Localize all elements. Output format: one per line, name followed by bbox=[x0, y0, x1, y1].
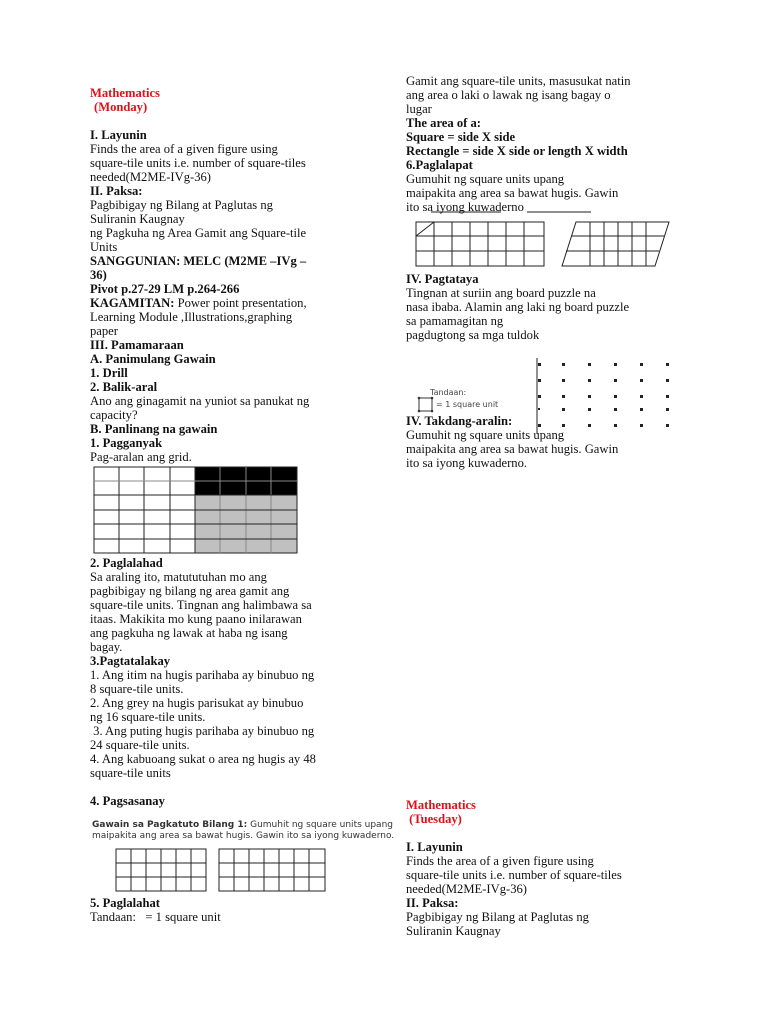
square-formula: Square = side X side bbox=[406, 130, 516, 144]
paksa-line: Pagbibigay ng Bilang at Paglutas ng bbox=[90, 198, 273, 212]
area-grid-figure bbox=[93, 466, 299, 556]
kagamitan-text: Power point presentation, bbox=[174, 296, 307, 310]
paglalahad-text: itaas. Makikita mo kung paano inilarawan bbox=[90, 612, 302, 626]
panlinang-heading: B. Panlinang na gawain bbox=[90, 422, 218, 436]
paksa-line: Units bbox=[90, 240, 118, 254]
takdang-text: Gumuhit ng square units upang bbox=[406, 428, 565, 442]
pagtatalakay-heading: 3.Pagtatalakay bbox=[90, 654, 171, 668]
square-unit-icon bbox=[416, 396, 436, 414]
balik-heading: 2. Balik-aral bbox=[90, 380, 158, 394]
paglalapat-heading: 6.Paglalapat bbox=[406, 158, 473, 172]
rectangle-formula: Rectangle = side X side or length X width bbox=[406, 144, 628, 158]
paksa-line: Suliranin Kaugnay bbox=[90, 212, 185, 226]
paglalahad-text: pagbibigay ng bilang ng area gamit ang bbox=[90, 584, 290, 598]
drill-heading: 1. Drill bbox=[90, 366, 128, 380]
balik-question: Ano ang ginagamit na yuniot sa panukat ng bbox=[90, 394, 310, 408]
dot-board-puzzle bbox=[532, 358, 678, 434]
layunin-line: needed(M2ME-IVg-36) bbox=[406, 882, 527, 896]
tuesday-section bbox=[406, 798, 696, 938]
pivot-line: Pivot p.27-29 LM p.264-266 bbox=[90, 282, 240, 296]
kagamitan-text: Learning Module ,Illustrations,graphing bbox=[90, 310, 293, 324]
sanggunian-line: 36) bbox=[90, 268, 107, 282]
kagamitan-text: paper bbox=[90, 324, 118, 338]
pagtatalakay-text: 2. Ang grey na hugis parisukat ay binubuo bbox=[90, 696, 304, 710]
paksa-line: Suliranin Kaugnay bbox=[406, 924, 501, 938]
layunin-line: needed(M2ME-IVg-36) bbox=[90, 170, 211, 184]
paglalahad-text: bagay. bbox=[90, 640, 123, 654]
paglalapat-figures bbox=[414, 218, 676, 270]
paglalahad-text: ang pagkuha ng lawak at haba ng isang bbox=[90, 626, 288, 640]
gawain-grids bbox=[95, 848, 365, 894]
pagtatalakay-text: 8 square-tile units. bbox=[90, 682, 184, 696]
gawain-text: maipakita ang area sa bawat hugis. Gawin ito sa iyong kuwaderno. bbox=[92, 831, 395, 841]
dot-grid bbox=[538, 363, 669, 427]
tandaan-small-label: Tandaan: bbox=[430, 388, 467, 397]
takdang-text: ito sa iyong kuwaderno. bbox=[406, 456, 528, 470]
pagtatalakay-text: square-tile units bbox=[90, 766, 171, 780]
intro-text: Gamit ang square-tile units, masusukat natin bbox=[406, 74, 631, 88]
intro-text: lugar bbox=[406, 102, 432, 116]
gawain-figure bbox=[92, 820, 395, 842]
panimulang-heading: A. Panimulang Gawain bbox=[90, 352, 216, 366]
pagtatalakay-text: 4. Ang kabuoang sukat o area ng hugis ay 48 bbox=[90, 752, 316, 766]
paglalapat-text: maipakita ang area sa bawat hugis. Gawin bbox=[406, 186, 619, 200]
sanggunian-line: SANGGUNIAN: MELC (M2ME –IVg – bbox=[90, 254, 307, 268]
kagamitan-label: KAGAMITAN: bbox=[90, 296, 175, 310]
takdang-text: maipakita ang area sa bawat hugis. Gawin bbox=[406, 442, 619, 456]
layunin-line: square-tile units i.e. number of square-tiles bbox=[90, 156, 306, 170]
subject-title: Mathematics bbox=[90, 86, 160, 100]
gawain-label: Gawain sa Pagkatuto Bilang 1: bbox=[92, 820, 248, 830]
paglalahad-heading: 2. Paglalahad bbox=[90, 556, 163, 570]
pagtataya-text: sa pamamagitan ng bbox=[406, 314, 504, 328]
layunin-line: square-tile units i.e. number of square-tiles bbox=[406, 868, 622, 882]
square-unit-text: = 1 square unit bbox=[436, 400, 499, 409]
pagtataya-heading: IV. Pagtataya bbox=[406, 272, 479, 286]
kagamitan-line bbox=[90, 296, 380, 310]
day-label: (Monday) bbox=[94, 100, 148, 114]
tandaan-line: Tandaan: = 1 square unit bbox=[90, 910, 221, 924]
pagganyak-heading: 1. Pagganyak bbox=[90, 436, 163, 450]
pagtataya-text: nasa ibaba. Alamin ang laki ng board puzzle bbox=[406, 300, 630, 314]
layunin-heading: I. Layunin bbox=[90, 128, 147, 142]
paksa-line: ng Pagkuha ng Area Gamit ang Square-tile bbox=[90, 226, 307, 240]
pagganyak-text: Pag-aralan ang grid. bbox=[90, 450, 192, 464]
takdang-heading: IV. Takdang-aralin: bbox=[406, 414, 513, 428]
pagtatalakay-text: 3. Ang puting hugis parihaba ay binubuo ng bbox=[90, 724, 315, 738]
layunin-line: Finds the area of a given figure using bbox=[90, 142, 278, 156]
pagsasanay-heading: 4. Pagsasanay bbox=[90, 794, 165, 808]
layunin-line: Finds the area of a given figure using bbox=[406, 854, 594, 868]
paksa-line: Pagbibigay ng Bilang at Paglutas ng bbox=[406, 910, 589, 924]
pamamaraan-heading: III. Pamamaraan bbox=[90, 338, 184, 352]
intro-text: ang area o laki o lawak ng isang bagay o bbox=[406, 88, 611, 102]
paglalahad-text: Sa araling ito, matututuhan mo ang bbox=[90, 570, 267, 584]
area-heading: The area of a: bbox=[406, 116, 481, 130]
paglalahat-heading: 5. Paglalahat bbox=[90, 896, 160, 910]
pagtataya-text: Tingnan at suriin ang board puzzle na bbox=[406, 286, 596, 300]
layunin-heading: I. Layunin bbox=[406, 840, 463, 854]
subject-title: Mathematics bbox=[406, 798, 476, 812]
paglalapat-text: Gumuhit ng square units upang bbox=[406, 172, 565, 186]
pagtatalakay-text: ng 16 square-tile units. bbox=[90, 710, 206, 724]
balik-question: capacity? bbox=[90, 408, 138, 422]
paksa-heading: II. Paksa: bbox=[406, 896, 459, 910]
gawain-text: Gumuhit ng square units upang bbox=[247, 820, 393, 830]
paglalapat-text: ito sa iyong kuwaderno bbox=[406, 200, 524, 214]
pagtatalakay-text: 24 square-tile units. bbox=[90, 738, 190, 752]
paksa-heading: II. Paksa: bbox=[90, 184, 143, 198]
day-label: (Tuesday) bbox=[406, 812, 462, 826]
pagtatalakay-text: 1. Ang itim na hugis parihaba ay binubuo ng bbox=[90, 668, 315, 682]
underline-marks bbox=[425, 208, 595, 216]
pagtataya-text: pagdugtong sa mga tuldok bbox=[406, 328, 540, 342]
paglalahad-text: square-tile units. Tingnan ang halimbawa sa bbox=[90, 598, 312, 612]
